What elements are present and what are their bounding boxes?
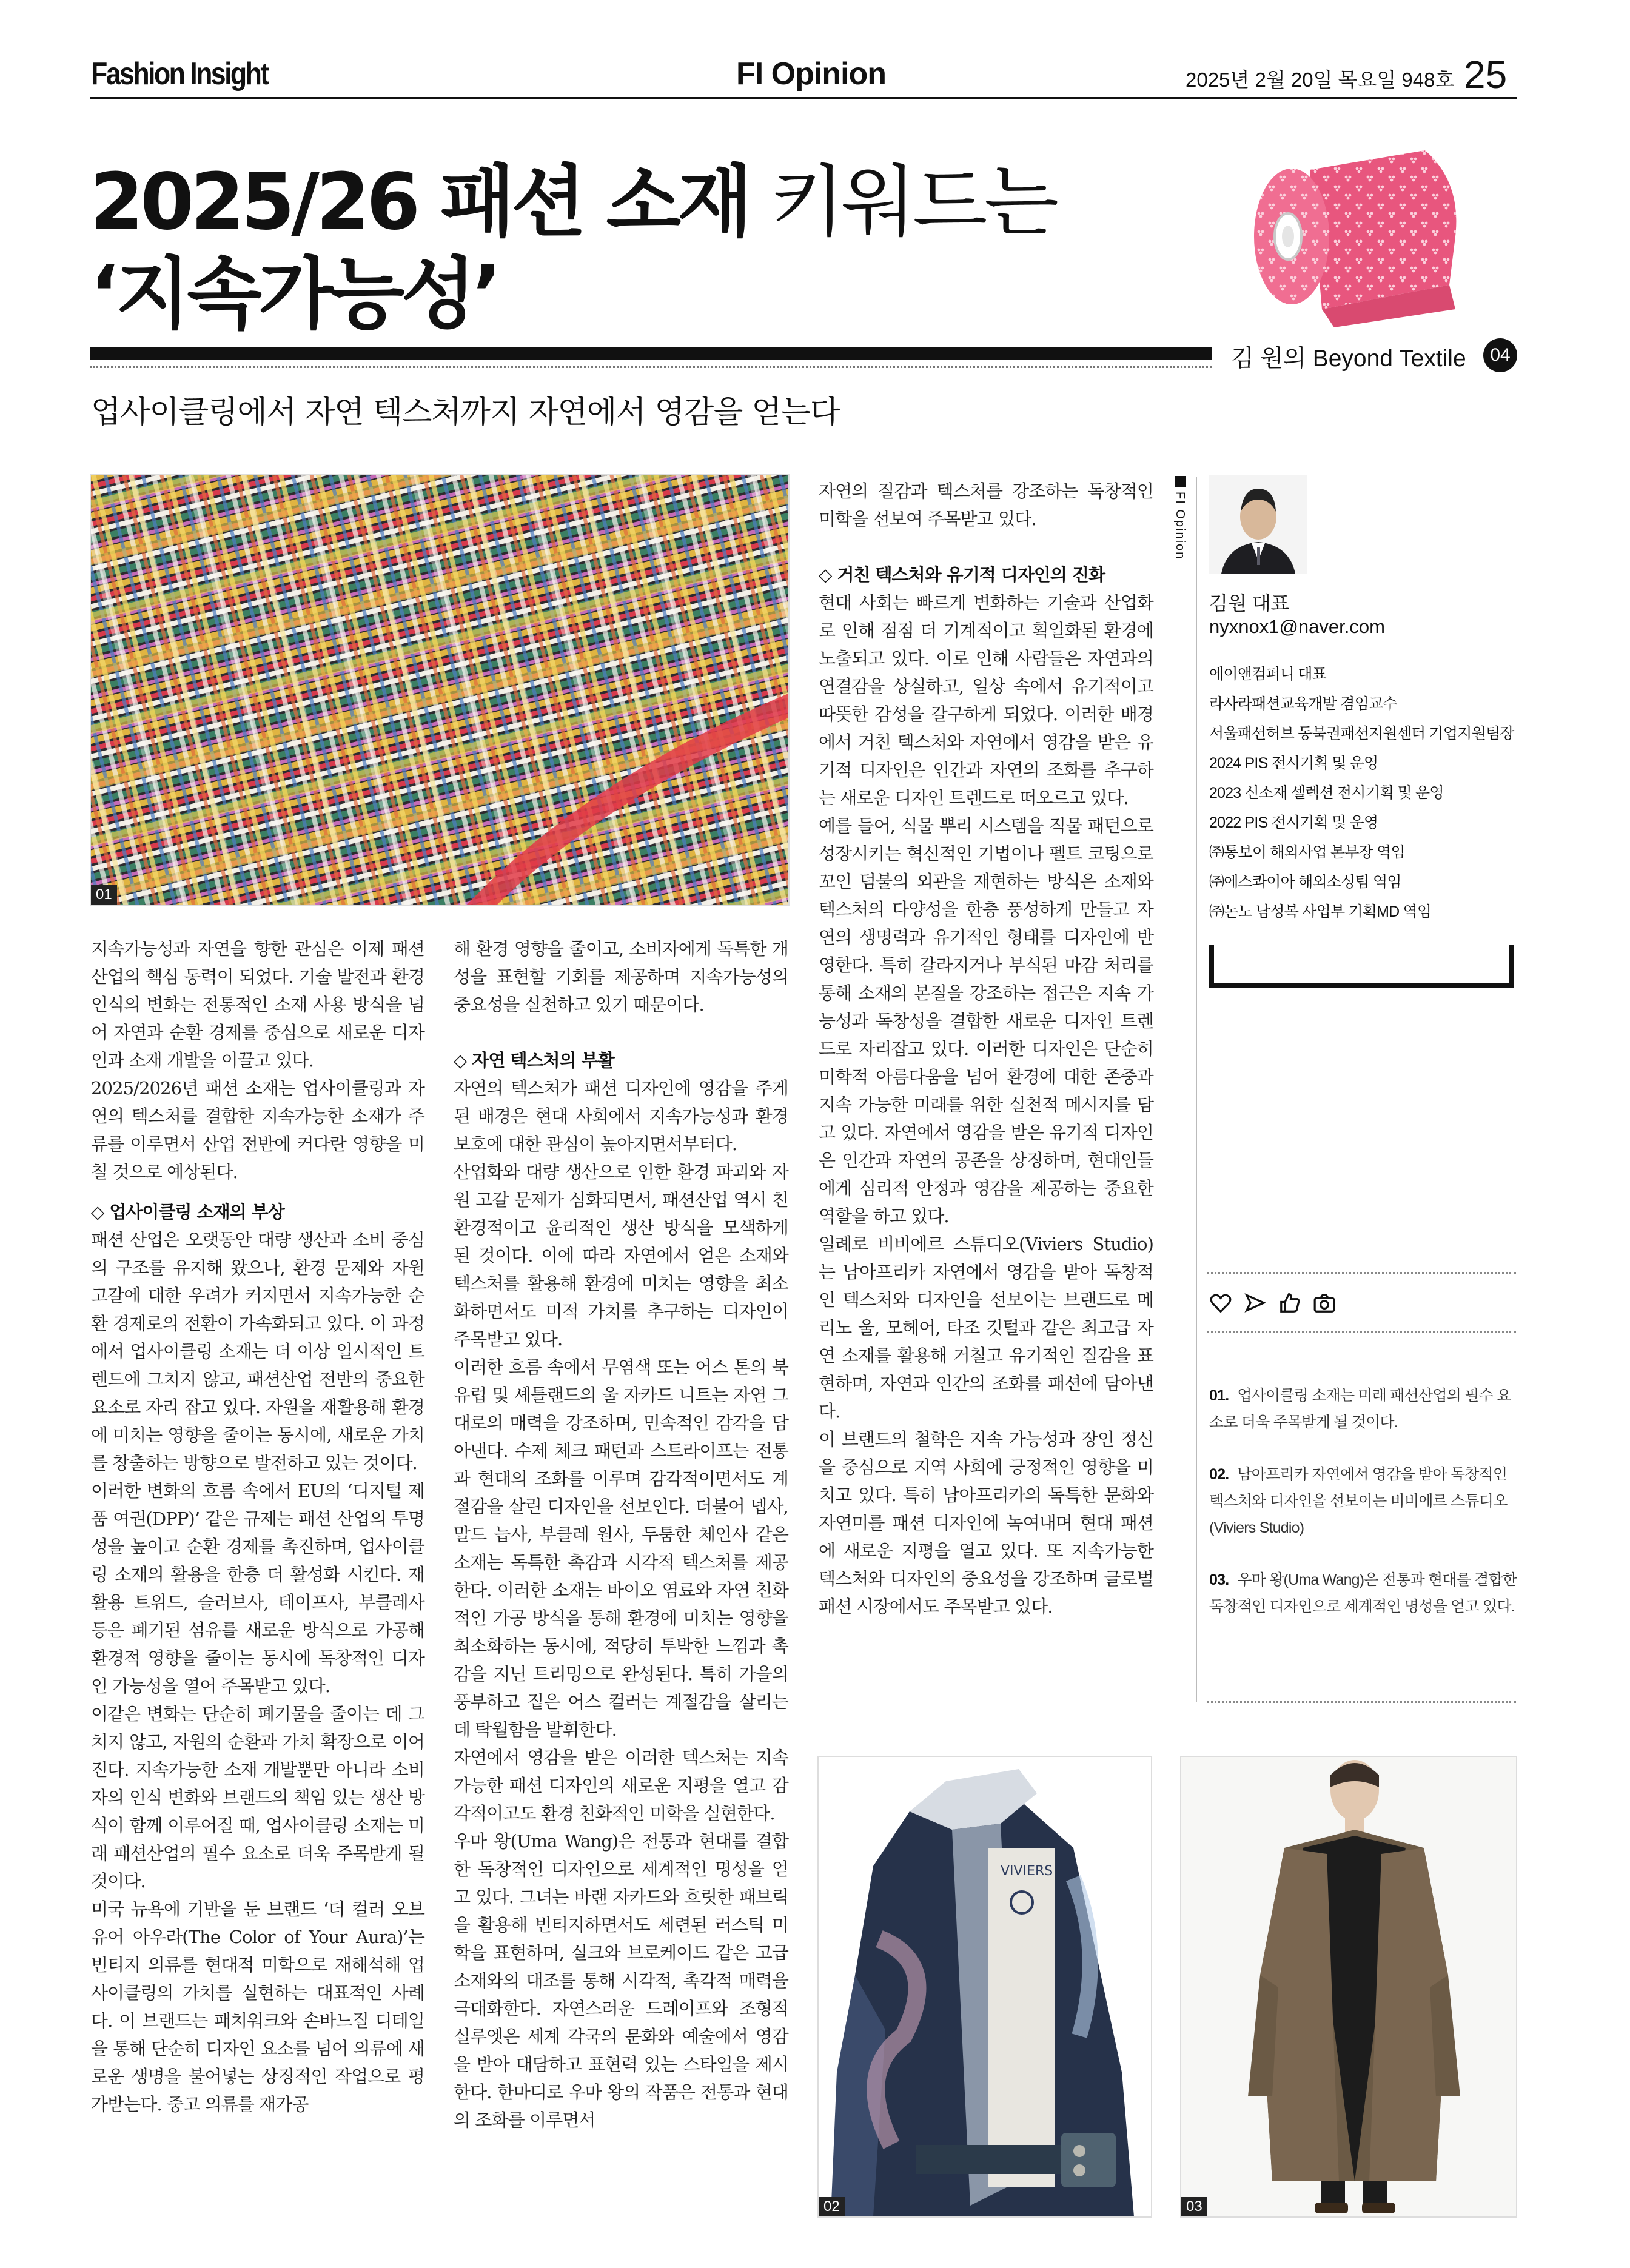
paragraph: 이 브랜드의 철학은 지속 가능성과 장인 정신을 중심으로 지역 사회에 긍정적인 영향을 미치고 있다. 특히 남아프리카의 독특한 문화와 자연미를 패션 디자인에 녹여내며 현대 패션에 새로운 지평을 열고 있다. 또 지속가능한 텍스처와 디자인의 중요성을 강조하며 글로벌 패션 시장에서도 주목받고 있다. [819, 1429, 1153, 1617]
paragraph: 자연의 텍스처가 패션 디자인에 영감을 주게 된 배경은 현대 사회에서 지속가능성과 환경 보호에 대한 관심이 높아지면서부터다. [454, 1078, 788, 1154]
paragraph: 일례로 비비에르 스튜디오(Viviers Studio)는 남아프리카 자연에서 영감을 받아 독창적인 텍스처와 디자인을 선보이는 브랜드로 메리노 울, 모헤어, 타조 깃털과 같은 최고급 자연 소재를 활용해 거칠고 유기적인 질감을 표현하며, 자연과 인간의 조화를 패션에 담아낸다. [819, 1234, 1153, 1422]
author-bio [1209, 660, 1514, 927]
paragraph: 우마 왕(Uma Wang)은 전통과 현대를 결합한 독창적인 디자인으로 세계적인 명성을 얻고 있다. 그녀는 바랜 자카드와 흐릿한 패브릭을 활용해 빈티지하면서도 세련된 러스틱 미학을 표현하며, 실크와 브로케이드 같은 고급 소재와의 대조를 통해 시각적, 촉각적 매력을 극대화한다. 자연스러운 드레이프와 조형적 실루엣은 세계 각국의 문화와 예술에서 영감을 받아 대담하고 표현력 있는 스타일을 제시한다. 한마디로 우마 왕의 작품은 전통과 현대의 조화를 이루면서 [454, 1831, 788, 2130]
page-number: 25 [1464, 53, 1508, 96]
paragraph: 자연에서 영감을 받은 이러한 텍스처는 지속가능한 패션 디자인의 새로운 지평을 열고 감각적이고도 환경 친화적인 미학을 실현한다. [454, 1747, 788, 1824]
dotted-rule [1207, 1701, 1516, 1703]
headline-bold: 2025/26 패션 소재 [90, 157, 749, 247]
paragraph: 패션 산업은 오랫동안 대량 생산과 소비 중심의 구조를 유지해 왔으나, 환경 문제와 자원 고갈에 대한 우려가 커지면서 지속가능한 순환 경제로의 전환이 가속화되고 있다. 이 과정에서 업사이클링 소재는 더 이상 일시적인 트렌드에 그치지 않고, 패션산업 전반의 중요한 요소로 자리 잡고 있다. 자원을 재활용해 환경에 미치는 영향을 줄이는 동시에, 새로운 가치를 창출하는 방향으로 발전하고 있는 것이다. [91, 1229, 424, 1473]
jacket-image [819, 1757, 1151, 2216]
column-number-badge: 04 [1483, 338, 1517, 372]
article-column-3 [819, 477, 1153, 1621]
bio-line: 라사라패션교육개발 겸임교수 [1209, 695, 1397, 712]
paragraph: 이러한 흐름 속에서 무염색 또는 어스 톤의 북유럽 및 셰틀랜드의 울 자카드 니트는 자연 그대로의 매력을 강조하며, 민속적인 감각을 담아낸다. 수제 체크 패턴과 스트라이프는 전통과 현대의 조화를 이루며 감각적이면서도 계절감을 살린 디자인을 선보인다. 더불어 넵사, 말드 늡사, 부클레 원사, 두툼한 체인사 같은 소재는 독특한 촉감과 시각적 텍스처를 제공한다. 이러한 소재는 바이오 염료와 자연 친화적인 가공 방식을 통해 환경에 미치는 영향을 최소화하는 동시에, 적당히 투박한 느낌과 촉감을 지닌 트리밍으로 완성된다. 특히 가을의 풍부하고 짙은 어스 컬러는 계절감을 살리는 데 탁월함을 발휘한다. [454, 1357, 788, 1740]
paragraph: 산업화와 대량 생산으로 인한 환경 파괴와 자원 고갈 문제가 심화되면서, 패션산업 역시 친환경적이고 윤리적인 생산 방식을 모색하게 된 것이다. 이에 따라 자연에서 얻은 소재와 텍스처를 활용해 환경에 미치는 영향을 최소화하면서도 미적 가치를 추구하는 디자인이 주목받고 있다. [454, 1162, 788, 1350]
author-email[interactable]: nyxnox1@naver.com [1209, 616, 1385, 637]
headline-bar [90, 347, 1212, 360]
section-heading: ◇ 업사이클링 소재의 부상 [91, 1202, 284, 1222]
article-column-1 [91, 935, 424, 2118]
bio-line: 에이앤컴퍼니 대표 [1209, 666, 1326, 683]
bio-line: 2023 신소재 셀렉션 전시기획 및 운영 [1209, 784, 1444, 801]
paragraph: 2025/2026년 패션 소재는 업사이클링과 자연의 텍스처를 결합한 지속가능한 소재가 주류를 이루면서 산업 전반에 커다란 영향을 미칠 것으로 예상된다. [91, 1078, 424, 1182]
masthead-logo: Fashion Insight [91, 56, 268, 92]
caption-number: 02. [1209, 1466, 1229, 1483]
bio-line: ㈜논노 남성복 사업부 기획MD 역임 [1209, 903, 1432, 920]
issue-info: 2025년 2월 20일 목요일 948호 [1186, 69, 1455, 91]
headline [90, 156, 1055, 341]
send-icon[interactable] [1244, 1291, 1267, 1314]
paragraph: 지속가능성과 자연을 향한 관심은 이제 패션산업의 핵심 동력이 되었다. 기술 발전과 환경 인식의 변화는 전통적인 소재 사용 방식을 넘어 자연과 순환 경제를 중심으로 새로운 디자인과 소재 개발을 이끌고 있다. [91, 938, 424, 1071]
photo-viviers-jacket [817, 1756, 1152, 2218]
woven-fabric-image [91, 475, 788, 905]
author-photo [1209, 475, 1307, 574]
photo-number-03: 03 [1181, 2197, 1207, 2216]
section-heading: ◇ 자연 텍스처의 부활 [454, 1050, 614, 1071]
thumbs-up-icon[interactable] [1278, 1291, 1301, 1314]
bio-line: ㈜에스콰이아 해외소싱팀 역임 [1209, 874, 1401, 891]
share-icons [1209, 1291, 1344, 1317]
sidebar-label-text: FI Opinion [1173, 492, 1187, 560]
caption-text: 우마 왕(Uma Wang)은 전통과 현대를 결합한 독창적인 디자인으로 세계적인 명성을 얻고 있다. [1209, 1571, 1517, 1615]
heart-icon[interactable] [1209, 1291, 1232, 1314]
paragraph: 현대 사회는 빠르게 변화하는 기술과 산업화로 인해 점점 더 기계적이고 획일화된 환경에 노출되고 있다. 이로 인해 사람들은 자연과의 연결감을 상실하고, 일상 속에서 유기적이고 따뜻한 감성을 갈구하게 되었다. 이러한 배경에서 거친 텍스처와 자연에서 영감을 받은 유기적 디자인은 인간과 자연의 조화를 추구하는 새로운 디자인 트렌드로 떠오르고 있다. [819, 592, 1153, 808]
caption-01 [1209, 1382, 1518, 1436]
subheadline: 업사이클링에서 자연 텍스처까지 자연에서 영감을 얻는다 [91, 395, 840, 430]
photo-uma-wang-coat [1180, 1756, 1517, 2218]
caption-number: 03. [1209, 1571, 1229, 1588]
header-rule [90, 97, 1517, 99]
camera-icon[interactable] [1313, 1291, 1336, 1314]
sidebar-divider [1196, 477, 1197, 1702]
dotted-rule [1207, 1331, 1516, 1333]
author-name: 김원 대표 [1209, 592, 1290, 614]
caption-03 [1209, 1567, 1518, 1620]
section-heading: ◇ 거친 텍스처와 유기적 디자인의 진화 [819, 564, 1105, 585]
label-square [1175, 476, 1186, 487]
headline-normal: 키워드는 [748, 157, 1056, 247]
caption-text: 업사이클링 소재는 미래 패션산업의 필수 요소로 더욱 주목받게 될 것이다. [1209, 1387, 1511, 1431]
dotted-rule [1207, 1272, 1516, 1274]
bio-line: 2024 PIS 전시기획 및 운영 [1209, 755, 1378, 772]
sidebar-bracket [1209, 945, 1514, 988]
photo-number-01: 01 [91, 885, 117, 905]
paragraph: 자연의 질감과 텍스처를 강조하는 독창적인 미학을 선보여 주목받고 있다. [819, 481, 1153, 529]
paragraph: 해 환경 영향을 줄이고, 소비자에게 독특한 개성을 표현할 기회를 제공하며 지속가능성의 중요성을 실천하고 있기 때문이다. [454, 938, 788, 1015]
bio-line: 서울패션허브 동북권패션지원센터 기업지원팀장 [1209, 725, 1514, 742]
dotted-rule [90, 366, 1212, 368]
photo-woven-fabric [90, 474, 790, 906]
caption-number: 01. [1209, 1387, 1229, 1404]
paragraph: 이러한 변화의 흐름 속에서 EU의 ‘디지털 제품 여권(DPP)’ 같은 규제는 패션 산업의 투명성을 높이고 순환 경제를 촉진하며, 업사이클링 소재의 활용을 한층 더 활성화 시킨다. 재활용 트위드, 슬러브사, 테이프사, 부클레사 등은 폐기된 섬유를 새로운 방식으로 가공해 환경적 영향을 줄이는 동시에 독창적인 디자인 가능성을 열어 주목받고 있다. [91, 1480, 424, 1696]
article-column-2 [454, 935, 788, 2134]
bio-line: 2022 PIS 전시기획 및 운영 [1209, 814, 1378, 831]
fabric-roll-illustration [1243, 146, 1474, 327]
sidebar-section-label [1173, 476, 1191, 561]
coat-image [1181, 1757, 1516, 2216]
paragraph: 미국 뉴욕에 기반을 둔 브랜드 ‘더 컬러 오브 유어 아우라(The Color of Your Aura)’는 빈티지 의류를 현대적 미학으로 재해석해 업사이클링의 가치를 실현하는 대표적인 사례다. 이 브랜드는 패치워크와 손바느질 디테일을 통해 단순히 디자인 요소를 넘어 의류에 새로운 생명을 불어넣는 상징적인 작업으로 평가받는다. 중고 의류를 재가공 [91, 1899, 424, 2115]
caption-02 [1209, 1461, 1518, 1541]
photo-number-02: 02 [819, 2197, 845, 2216]
bio-line: ㈜통보이 해외사업 본부장 역임 [1209, 844, 1405, 861]
paragraph: 예를 들어, 식물 뿌리 시스템을 직물 패턴으로 성장시키는 혁신적인 기법이나 펠트 코팅으로 꼬인 덤불의 외관을 재현하는 방식은 소재와 텍스처의 다양성을 한층 풍성하게 만들고 자연의 생명력과 유기적인 형태를 디자인에 반영한다. 특히 갈라지거나 부식된 마감 처리를 통해 소재의 본질을 강조하는 접근은 지속 가능성과 독창성을 결합한 새로운 디자인 트렌드로 자리잡고 있다. 이러한 디자인은 단순히 미학적 아름다움을 넘어 환경에 대한 존중과 지속 가능한 미래를 위한 실천적 메시지를 담고 있다. 자연에서 영감을 받은 유기적 디자인은 인간과 자연의 공존을 상징하며, 현대인들에게 심리적 안정과 영감을 제공하는 중요한 역할을 하고 있다. [819, 815, 1153, 1226]
jacket-label-text: VIVIERS [1001, 1864, 1053, 1879]
paragraph: 이같은 변화는 단순히 폐기물을 줄이는 데 그치지 않고, 자원의 순환과 가치 확장으로 이어진다. 지속가능한 소재 개발뿐만 아니라 소비자의 인식 변화와 브랜드의 책임 있는 생산 방식이 함께 이루어질 때, 업사이클링 소재는 미래 패션산업의 필수 요소로 더욱 주목받게 될 것이다. [91, 1704, 424, 1892]
headline-line2: ‘지속가능성’ [90, 249, 498, 340]
column-tag: 김 원의 Beyond Textile [1231, 346, 1466, 372]
photo-captions [1209, 1382, 1518, 1645]
caption-text: 남아프리카 자연에서 영감을 받아 독창적인 텍스처와 디자인을 선보이는 비비에르 스튜디오(Viviers Studio) [1209, 1466, 1508, 1536]
section-name: FI Opinion [736, 56, 887, 92]
